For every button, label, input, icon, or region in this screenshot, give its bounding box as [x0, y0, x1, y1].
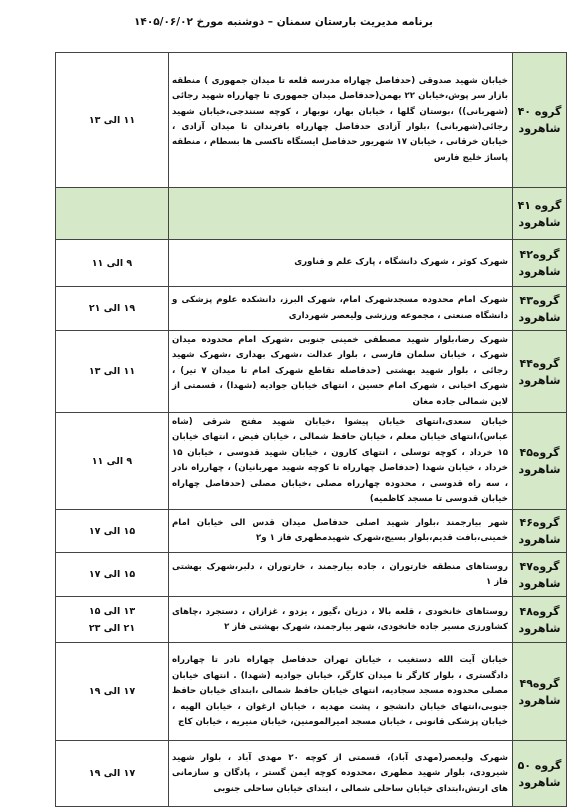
- time-slot: ۲۱ الی ۲۳: [88, 622, 136, 634]
- time-slot: ۱۱ الی ۱۳: [88, 366, 136, 378]
- time-cell: [56, 413, 169, 510]
- group-cell: [513, 53, 567, 188]
- city-label: شاهرود: [518, 310, 561, 324]
- city-label: شاهرود: [518, 122, 561, 135]
- group-label: گروه۴۲: [519, 248, 560, 261]
- table-row: [56, 331, 567, 413]
- time-cell: [56, 331, 169, 413]
- table-row: [56, 53, 567, 188]
- time-cell: [56, 597, 169, 643]
- areas-cell: خیابان شهید صدوقی (حدفاصل چهاراه مدرسه قلعه تا میدان جمهوری ) منطقه بازار سر پوش،خیابان ۲۲ بهمن(حدفاصل میدان جمهوری تا چهارراه شهید رجائی (شهربانی)) ،بوستان گلها ، خیابان بهار، نوبهار ، کوچه سنندجی،خیابان شهید رجائی(شهربانی) ،بلوار آزادی حدفاصل چهارراه بافرندان تا میدان آزادی ، خیابان خرقانی ، خیابان ۱۷ شهریور حدفاصل ایستگاه تاکسی ها بسطام ، منطقه پاساژ خلیج فارس: [169, 53, 513, 188]
- time-cell: [56, 553, 169, 597]
- table-row: [56, 240, 567, 287]
- group-cell: [513, 240, 567, 287]
- schedule-table: [55, 52, 567, 807]
- table-row: [56, 287, 567, 331]
- group-cell: [513, 413, 567, 510]
- time-cell: [56, 741, 169, 807]
- time-cell: [56, 510, 169, 553]
- areas-cell: شهرک امام محدوده مسجدشهرک امام، شهرک البرز، دانشکده علوم پزشکی و دانشگاه صنعتی ، مجموعه ورزشی ولیعصر شهرداری: [169, 287, 513, 331]
- group-label: گروه ۵۰: [517, 758, 562, 772]
- group-label: گروه ۴۱: [517, 198, 562, 212]
- areas-cell: شهرک ولیعصر(مهدی آباد)، قسمتی از کوچه ۲۰ مهدی آباد ، بلوار شهید شیرودی، بلوار شهید مطهری ،محدوده کوچه ایمن گستر ، پادگان و سازمانی های ارتش،ابتدای خیابان ساحلی شمالی ، ابتدای خیابان ساحلی جنوبی: [169, 741, 513, 807]
- city-label: شاهرود: [518, 621, 561, 635]
- group-label: گروه۴۷: [519, 559, 560, 573]
- areas-cell: روستاهای منطقه خارتوران ، جاده بیارجمند ، خارتوران ، دلبر،شهرک بهشتی فاز ۱: [169, 553, 513, 597]
- group-cell: [513, 331, 567, 413]
- group-cell: [513, 741, 567, 807]
- table-row: [56, 188, 567, 240]
- time-cell: [56, 53, 169, 188]
- areas-cell: شهر بیارجمند ،بلوار شهید اصلی حدفاصل میدان قدس الی خیابان امام خمینی،بافت قدیم،بلوار بسیج،شهرک شهیدمطهری فاز ۱ و۲: [169, 510, 513, 553]
- group-cell: [513, 597, 567, 643]
- page-title: برنامه مدیریت بارستان سمنان – دوشنبه مورخ ۱۴۰۵/۰۶/۰۲: [134, 16, 433, 28]
- time-cell: [56, 287, 169, 331]
- city-label: شاهرود: [518, 463, 561, 477]
- city-label: شاهرود: [518, 693, 561, 707]
- table-row: [56, 510, 567, 553]
- group-label: گروه۴۶: [519, 516, 560, 530]
- table-row: [56, 553, 567, 597]
- time-slot: ۹ الی ۱۱: [91, 455, 133, 467]
- group-label: گروه۴۴: [519, 356, 560, 370]
- city-label: شاهرود: [518, 533, 561, 547]
- group-cell: [513, 287, 567, 331]
- group-label: گروه۴۸: [519, 604, 560, 618]
- group-label: گروه ۴۰: [517, 105, 562, 118]
- time-slot: ۱۹ الی ۲۱: [88, 303, 136, 314]
- areas-cell: شهرک کوثر ، شهرک دانشگاه ، پارک علم و فناوری: [169, 240, 513, 287]
- table-row: [56, 741, 567, 807]
- table-row: [56, 597, 567, 643]
- group-cell: [513, 188, 567, 240]
- table-row: [56, 643, 567, 741]
- group-cell: [513, 510, 567, 553]
- group-cell: [513, 553, 567, 597]
- table-row: [56, 413, 567, 510]
- city-label: شاهرود: [518, 775, 561, 789]
- time-cell: [56, 188, 169, 240]
- time-cell: [56, 240, 169, 287]
- group-label: گروه۴۳: [519, 293, 560, 307]
- time-slot: ۹ الی ۱۱: [91, 257, 133, 269]
- city-label: شاهرود: [518, 265, 561, 278]
- time-cell: [56, 643, 169, 741]
- group-cell: [513, 643, 567, 741]
- city-label: شاهرود: [518, 576, 561, 590]
- time-slot: ۱۷ الی ۱۹: [88, 686, 136, 698]
- city-label: شاهرود: [518, 215, 561, 229]
- time-slot: ۱۱ الی ۱۳: [88, 114, 136, 126]
- areas-cell: خیابان آیت الله دستغیب ، خیابان تهران حدفاصل چهاراه نادر تا چهارراه دادگستری ، بلوار کارگر تا میدان کارگر، خیابان جوادیه (شهدا) . انتهای خیابان مصلی محدوده مسجد سجادیه، انتهای خیابان حافظ شمالی ،ابتدای خیابان حافظ جنوبی،انتهای خیابان دانشجو ، پشت مهدیه ، خیابان ارغوان ، خیابان الهیه ، خیابان پزشکی قانونی ، خیابان مسجد امیرالمومنین، خیابان منیریه ، خیابان کاج: [169, 643, 513, 741]
- areas-cell: روستاهای خانخودی ، قلعه بالا ، دزیان ،گیور ، یزدو ، غزازان ، دستجرد ،چاهای کشاورزی مسیر جاده خانخودی، شهر بیارجمند، شهرک بهشتی فاز ۲: [169, 597, 513, 643]
- group-label: گروه۴۵: [519, 446, 560, 460]
- areas-cell: [169, 188, 513, 240]
- time-slot: ۱۵ الی ۱۷: [88, 569, 136, 581]
- time-slot: ۱۵ الی ۱۷: [88, 525, 136, 537]
- areas-cell: شهرک رضا،بلوار شهید مصطفی خمینی جنوبی ،شهرک امام محدوده میدان شهرک ، خیابان سلمان فارسی ، بلوار عدالت ،شهرک بهداری ،شهرک شهید رجائی ، بلوار شهید بهشتی (حدفاصله تقاطع شهرک امام تا میدان ۷ تیر) ، شهرک اخیانی ، شهرک امام حسین ، انتهای خیابان جوادیه (شهدا) ، قسمتی از لاین شمالی جاده مغان: [169, 331, 513, 413]
- group-label: گروه۴۹: [519, 676, 560, 690]
- areas-cell: خیابان سعدی،انتهای خیابان پیشوا ،خیابان شهید مفتح شرقی (شاه عباس)،انتهای خیابان معلم ، خیابان حافظ شمالی ، خیابان فیض ، انتهای خیابان ۱۵ خرداد ، کوچه توسلی ، انتهای کارون ، خیابان شهید قدوسی ، خیابان ۱۵ خرداد ، خیابان شهدا (حدفاصل چهارراه تا کوچه شهید مهربانیان) ، چهارراه نادر ، سه راه قدوسی ، محدوده چهارراه مصلی ،خیابان مصلی (حدفاصل چهاراه خیابان قدوسی تا مسجد کاظمیه): [169, 413, 513, 510]
- time-slot: ۱۳ الی ۱۵: [88, 605, 136, 617]
- city-label: شاهرود: [518, 373, 561, 387]
- time-slot: ۱۷ الی ۱۹: [88, 768, 136, 780]
